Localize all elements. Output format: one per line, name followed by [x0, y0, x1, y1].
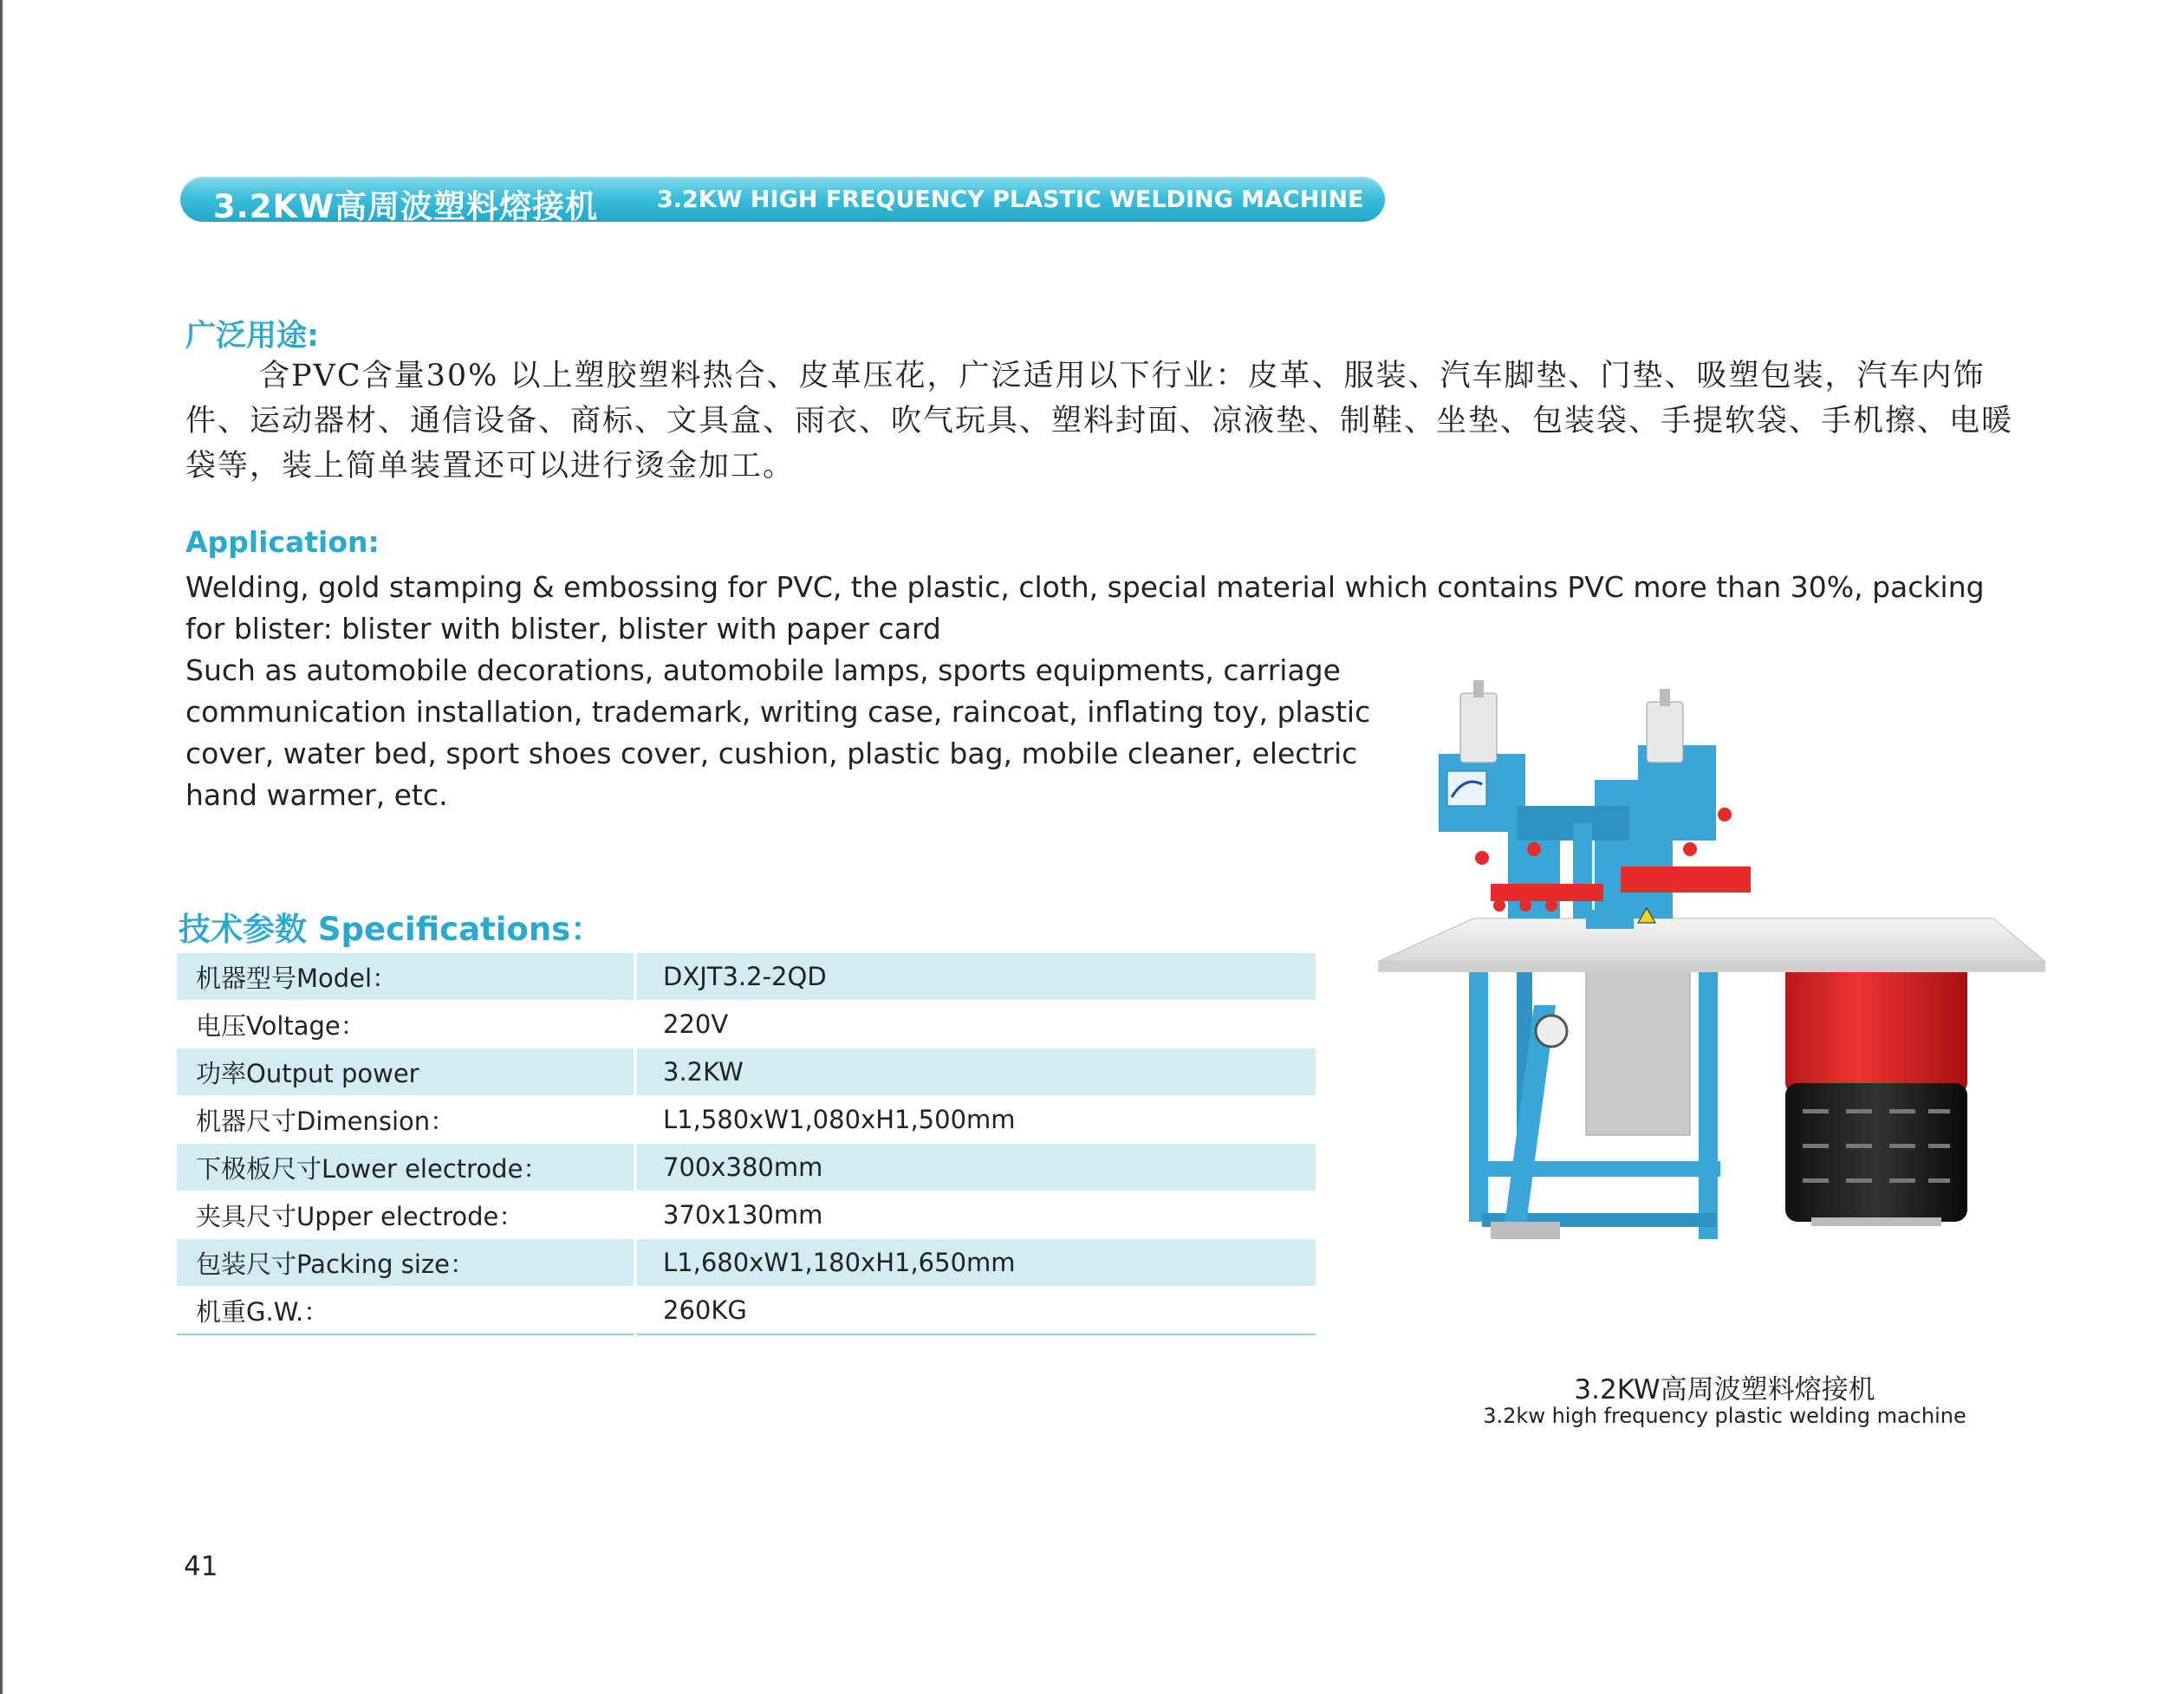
- application-heading: Application:: [185, 525, 380, 559]
- application-paragraph-2: Such as automobile decorations, automobile lamps, sports equipments, carriage communication installation, trademark, writing case, raincoat, inflating toy, plastic cover, water bed, sport shoes cover, cushion, plastic bag, mobile cleaner, electric hand warmer, etc.: [185, 653, 1371, 812]
- image-caption-cn: 3.2KW高周波塑料熔接机: [1574, 1374, 1875, 1405]
- page-left-border: [0, 0, 3, 1694]
- table-row: [177, 953, 1316, 1001]
- image-caption-en: 3.2kw high frequency plastic welding machine: [1483, 1404, 1966, 1428]
- spec-value: 370x130mm: [635, 1191, 1316, 1239]
- spec-label: 电压Voltage：: [177, 1001, 635, 1048]
- table-row: [177, 1048, 1316, 1096]
- specifications-heading: 技术参数 Specifications：: [179, 911, 603, 948]
- spec-label: 功率Output power: [177, 1048, 635, 1096]
- spec-value: L1,680xW1,180xH1,650mm: [635, 1239, 1316, 1287]
- spec-value: L1,580xW1,080xH1,500mm: [635, 1096, 1316, 1144]
- banner-title-cn: 3.2KW高周波塑料熔接机: [213, 188, 599, 225]
- spec-label: 机重G.W.：: [177, 1287, 635, 1335]
- table-row: [177, 1239, 1316, 1287]
- table-row: [177, 1096, 1316, 1144]
- application-paragraph-1: Welding, gold stamping & embossing for PVC, the plastic, cloth, special material which contains PVC more than 30%, packing for blister: blister with blister, blister with paper card: [185, 570, 1985, 646]
- table-row: [177, 1001, 1316, 1048]
- spec-value: DXJT3.2-2QD: [635, 953, 1316, 1001]
- spec-label: 机器型号Model：: [177, 953, 635, 1001]
- spec-label: 包装尺寸Packing size：: [177, 1239, 635, 1287]
- spec-label: 机器尺寸Dimension：: [177, 1096, 635, 1144]
- page-number: 41: [184, 1551, 218, 1582]
- specifications-table: [177, 953, 1316, 1335]
- usage-paragraph-cn: 含PVC含量30% 以上塑胶塑料热合、皮革压花，广泛适用以下行业：皮革、服装、汽车脚垫、门垫、吸塑包装，汽车内饰件、运动器材、通信设备、商标、文具盒、雨衣、吹气玩具、塑料封面、凉液垫、制鞋、坐垫、包装袋、手提软袋、手机擦、电暖袋等，装上简单装置还可以进行烫金加工。: [185, 359, 2014, 484]
- welding-machine-image: [1361, 676, 2054, 1300]
- banner-title-en: 3.2KW HIGH FREQUENCY PLASTIC WELDING MACHINE: [657, 186, 1364, 213]
- spec-value: 700x380mm: [635, 1144, 1316, 1191]
- table-row: [177, 1191, 1316, 1239]
- spec-value: 220V: [635, 1001, 1316, 1048]
- spec-label: 下极板尺寸Lower electrode：: [177, 1144, 635, 1191]
- usage-heading-cn: 广泛用途:: [185, 319, 319, 354]
- spec-label: 夹具尺寸Upper electrode：: [177, 1191, 635, 1239]
- table-row: [177, 1287, 1316, 1335]
- title-banner: [180, 177, 1385, 225]
- spec-value: 260KG: [635, 1287, 1316, 1335]
- table-row: [177, 1144, 1316, 1191]
- spec-value: 3.2KW: [635, 1048, 1316, 1096]
